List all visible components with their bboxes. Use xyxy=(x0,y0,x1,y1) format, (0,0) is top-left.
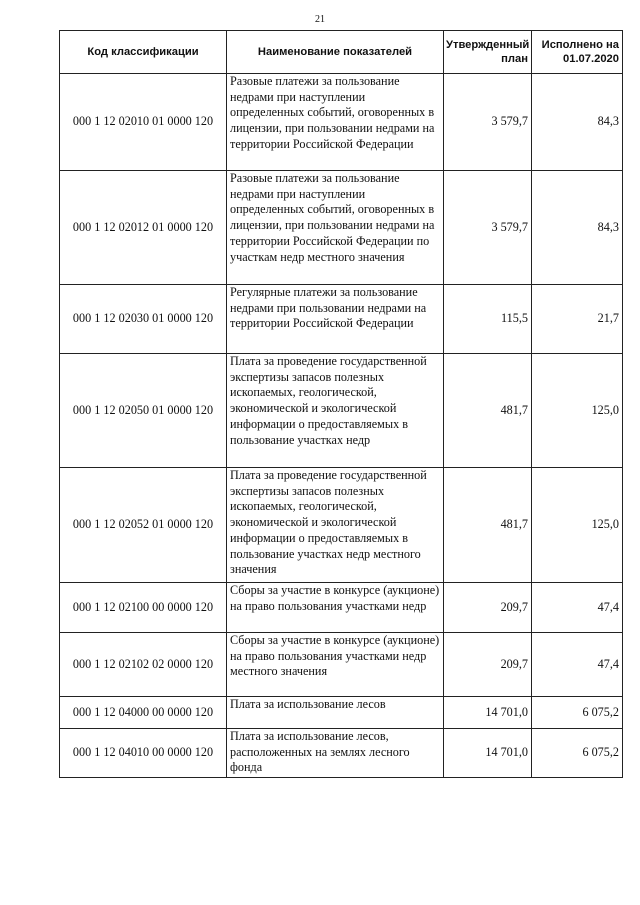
row-done: 125,0 xyxy=(532,468,623,583)
row-done: 47,4 xyxy=(532,633,623,697)
row-code: 000 1 12 02030 01 0000 120 xyxy=(60,285,227,354)
header-code: Код классификации xyxy=(60,31,227,74)
table-header-row xyxy=(60,31,623,74)
row-name: Плата за использование лесов xyxy=(227,697,444,729)
row-code: 000 1 12 02010 01 0000 120 xyxy=(60,74,227,171)
table-row xyxy=(60,697,623,729)
row-plan: 481,7 xyxy=(444,468,532,583)
row-code: 000 1 12 04000 00 0000 120 xyxy=(60,697,227,729)
row-done: 6 075,2 xyxy=(532,697,623,729)
row-done: 84,3 xyxy=(532,74,623,171)
header-name: Наименование показателей xyxy=(227,31,444,74)
row-code: 000 1 12 02052 01 0000 120 xyxy=(60,468,227,583)
row-code: 000 1 12 04010 00 0000 120 xyxy=(60,729,227,778)
row-done: 47,4 xyxy=(532,583,623,633)
row-plan: 115,5 xyxy=(444,285,532,354)
row-name: Плата за проведение государственной экспертизы запасов полезных ископаемых, геологической, экономической и экологической информации о предоставляемых в пользование участках недр местного значения xyxy=(227,468,444,583)
page-number: 21 xyxy=(315,14,325,25)
budget-table xyxy=(59,30,623,778)
table-row xyxy=(60,468,623,583)
row-plan: 3 579,7 xyxy=(444,171,532,285)
row-done: 125,0 xyxy=(532,354,623,468)
row-plan: 209,7 xyxy=(444,583,532,633)
row-name: Разовые платежи за пользование недрами при наступлении определенных событий, оговоренных в лицензии, при пользовании недрами на территории Российской Федерации по участкам недр местного значения xyxy=(227,171,444,285)
row-plan: 14 701,0 xyxy=(444,697,532,729)
row-code: 000 1 12 02050 01 0000 120 xyxy=(60,354,227,468)
header-done: Исполнено на 01.07.2020 xyxy=(532,31,623,74)
row-code: 000 1 12 02012 01 0000 120 xyxy=(60,171,227,285)
table-row xyxy=(60,729,623,778)
table-row xyxy=(60,633,623,697)
row-done: 21,7 xyxy=(532,285,623,354)
row-name: Сборы за участие в конкурсе (аукционе) на право пользования участками недр xyxy=(227,583,444,633)
row-name: Плата за использование лесов, расположенных на землях лесного фонда xyxy=(227,729,444,778)
row-done: 6 075,2 xyxy=(532,729,623,778)
row-plan: 481,7 xyxy=(444,354,532,468)
row-name: Сборы за участие в конкурсе (аукционе) на право пользования участками недр местного значения xyxy=(227,633,444,697)
row-name: Регулярные платежи за пользование недрами при пользовании недрами на территории Российской Федерации xyxy=(227,285,444,354)
row-name: Плата за проведение государственной экспертизы запасов полезных ископаемых, геологической, экономической и экологической информации о предоставляемых в пользование участках недр xyxy=(227,354,444,468)
row-code: 000 1 12 02102 02 0000 120 xyxy=(60,633,227,697)
table-row xyxy=(60,285,623,354)
table-row xyxy=(60,74,623,171)
row-code: 000 1 12 02100 00 0000 120 xyxy=(60,583,227,633)
table-row xyxy=(60,171,623,285)
header-plan: Утвержденный план xyxy=(444,31,532,74)
table-row xyxy=(60,583,623,633)
row-plan: 14 701,0 xyxy=(444,729,532,778)
table-row xyxy=(60,354,623,468)
row-plan: 3 579,7 xyxy=(444,74,532,171)
row-name: Разовые платежи за пользование недрами при наступлении определенных событий, оговоренных в лицензии, при пользовании недрами на территории Российской Федерации xyxy=(227,74,444,171)
row-done: 84,3 xyxy=(532,171,623,285)
row-plan: 209,7 xyxy=(444,633,532,697)
